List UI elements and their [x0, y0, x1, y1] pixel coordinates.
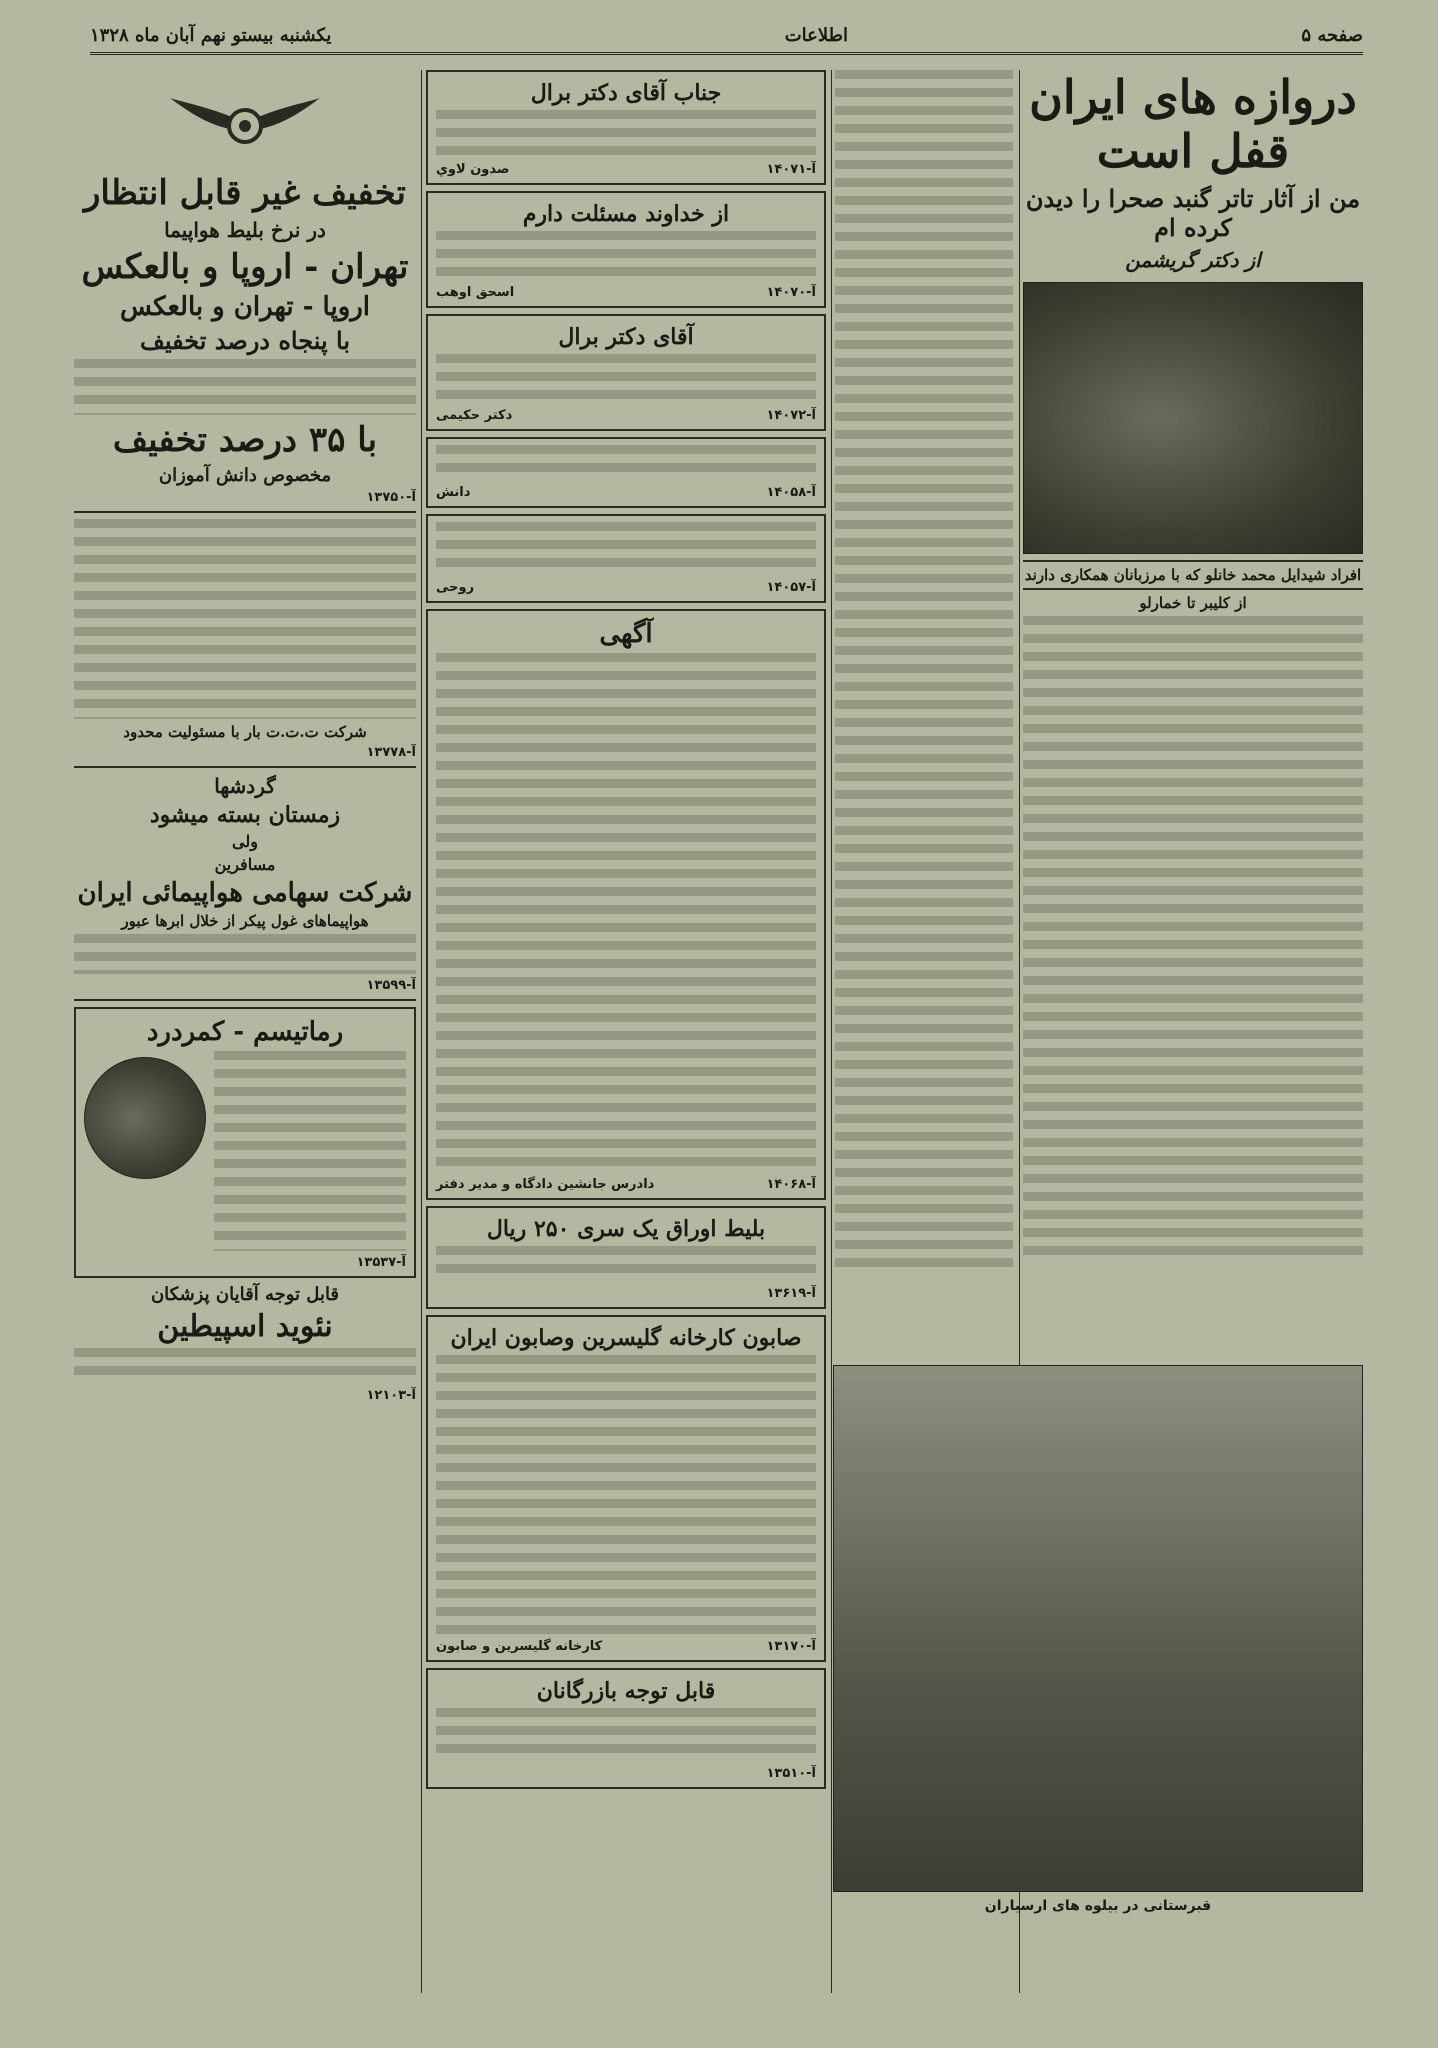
notice-congrats-2-text: [436, 231, 816, 281]
article-body-text: [1023, 616, 1363, 1256]
notice-code: آ-۱۴۰۷۰: [766, 285, 816, 300]
divider: [74, 766, 416, 768]
notice-code: آ-۱۳۵۹۹: [366, 978, 416, 993]
notice-signature: دکتر حکیمی: [436, 408, 513, 423]
notice-congrats-2-title: از خداوند مسئلت دارم: [522, 201, 730, 227]
merchants-notice-text: [436, 1708, 816, 1762]
soap-ad-title: صابون کارخانه گلیسرین وصابون ایران: [450, 1325, 802, 1351]
notice-signature: دانش: [436, 485, 471, 500]
notice-code: آ-۱۴۰۵۷: [766, 580, 816, 595]
discount-subline: در نرخ بلیط هواپیما: [164, 218, 326, 242]
aspirin-title: نئوید اسپیطین: [157, 1309, 333, 1344]
discount-35: با ۳۵ درصد تخفیف: [112, 420, 378, 460]
ads-column: [74, 70, 416, 1993]
aspirin-footer: [74, 1388, 416, 1403]
header-page-number: صفحه ۵: [1301, 24, 1363, 46]
column-rule: [421, 70, 422, 1993]
route-tehran: اروپا - تهران و بالعکس: [119, 292, 371, 322]
airline-name: شرکت سهامی هواپیمائی ایران: [77, 878, 413, 908]
discount-details: [74, 359, 416, 415]
court-notice-text: [436, 653, 816, 1173]
merchants-notice: [426, 1668, 826, 1789]
notice-signature: دادرس جانشین دادگاه و مدیر دفتر: [436, 1177, 655, 1192]
notice-signature: صدون لاوي: [436, 162, 510, 177]
notice-code: آ-۱۳۱۷۰: [766, 1639, 816, 1654]
lottery-ad-text: [436, 1246, 816, 1282]
travel-line-2: ولی: [232, 832, 258, 851]
rheumatism-title: رماتیسم - کمردرد: [146, 1017, 344, 1047]
notice-code: آ-۱۳۶۱۹: [766, 1286, 816, 1301]
rheumatism-text: [214, 1051, 406, 1251]
notice-congrats-5-text: [436, 522, 816, 576]
notice-code: آ-۱۳۷۵۰: [366, 490, 416, 505]
notice-congrats-5-footer: [436, 580, 816, 595]
rheumatism-footer: [84, 1255, 406, 1270]
travel-line-3: مسافرین: [214, 855, 276, 874]
header-paper-name: اطلاعات: [784, 24, 848, 46]
notice-code: آ-۱۴۰۷۱: [766, 162, 816, 177]
court-notice: [426, 609, 826, 1200]
notice-signature: کارخانه گلیسرین و صابون: [436, 1639, 603, 1654]
tbt-footer: [74, 745, 416, 760]
tbt-signature: شرکت ت.ت.ت بار با مسئولیت محدود: [123, 723, 367, 741]
court-notice-footer: [436, 1177, 816, 1192]
notice-code: آ-۱۴۰۶۸: [766, 1177, 816, 1192]
landscape-figure: [833, 1365, 1363, 1930]
notice-code: آ-۱۳۵۱۰: [766, 1766, 816, 1781]
rheumatism-seal: [84, 1057, 206, 1179]
notice-congrats-2-footer: [436, 285, 816, 300]
route-europe: تهران - اروپا و بالعکس: [81, 247, 409, 287]
airline-logo: [165, 78, 325, 168]
travel-line-1: زمستان بسته میشود: [149, 802, 341, 828]
discount-students: مخصوص دانش آموزان: [158, 465, 332, 486]
landscape-caption: قبرستانی در بیلوه های ارسیاران: [984, 1898, 1212, 1914]
doctors-notice: قابل توجه آقایان پزشکان: [150, 1284, 340, 1305]
travel-heading: گردشها: [214, 774, 276, 798]
lottery-ad-footer: [436, 1286, 816, 1301]
notice-congrats-1: [426, 70, 826, 185]
divider: [74, 999, 416, 1001]
continuation-body-text: [835, 70, 1013, 1270]
soap-ad-text: [436, 1355, 816, 1635]
notice-congrats-1-title: جناب آقای دکتر برال: [530, 80, 722, 106]
notice-code: آ-۱۴۰۵۸: [766, 485, 816, 500]
merchants-notice-footer: [436, 1766, 816, 1781]
landscape-photo: [833, 1365, 1363, 1892]
notice-code: آ-۱۲۱۰۳: [366, 1388, 416, 1403]
discount-50: با پنجاه درصد تخفیف: [139, 326, 350, 355]
notices-column: [426, 70, 826, 1993]
article-title: دروازه های ایران قفل است: [1029, 70, 1357, 178]
notice-congrats-5: [426, 514, 826, 603]
rheumatism-body: [84, 1051, 406, 1251]
notice-congrats-4: [426, 437, 826, 508]
discount-headline: تخفیف غیر قابل انتظار: [83, 173, 407, 213]
lottery-ad: [426, 1206, 826, 1309]
notice-congrats-4-footer: [436, 485, 816, 500]
notice-congrats-1-footer: [436, 162, 816, 177]
article-byline: از دکتر گریشمن: [1125, 248, 1261, 272]
article-subtitle: من از آثار تاتر گنبد صحرا را دیدن کرده ام: [1025, 184, 1361, 242]
airline-footer: [74, 978, 416, 993]
merchants-notice-title: قابل توجه بازرگانان: [536, 1678, 716, 1704]
notice-congrats-3-footer: [436, 408, 816, 423]
aspirin-text: [74, 1348, 416, 1384]
article-subheading: افراد شيدايل محمد خانلو که با مرزبانان همکاری دارند: [1023, 560, 1363, 590]
airline-ad-text: [74, 934, 416, 974]
notice-congrats-3-title: آقای دکتر برال: [558, 324, 694, 350]
court-notice-title: آگهی: [599, 619, 653, 649]
page-header: [90, 18, 1363, 55]
tbt-notice-text: [74, 519, 416, 719]
notice-signature: روحی: [436, 580, 475, 595]
article-section-heading: از کلیبر تا خمارلو: [1139, 594, 1247, 612]
lottery-ad-title: بلیط اوراق یک سری ۲۵۰ ریال: [486, 1216, 766, 1242]
notice-code: آ-۱۳۵۳۷: [356, 1255, 406, 1270]
notice-congrats-3: [426, 314, 826, 431]
header-date: يكشنبه بيستو نهم آبان ماه ۱۳۲۸: [90, 24, 332, 46]
soap-ad-footer: [436, 1639, 816, 1654]
notice-congrats-1-text: [436, 110, 816, 158]
notice-congrats-4-text: [436, 445, 816, 481]
notice-code: آ-۱۴۰۷۲: [766, 408, 816, 423]
rheumatism-ad: [74, 1007, 416, 1278]
winged-logo-icon: [165, 78, 325, 168]
divider: [74, 511, 416, 513]
notice-code: آ-۱۳۷۷۸: [366, 745, 416, 760]
notice-congrats-3-text: [436, 354, 816, 404]
discount-footer: [74, 490, 416, 505]
column-rule: [831, 70, 832, 1993]
notice-congrats-2: [426, 191, 826, 308]
article-photo-horsemen: [1023, 282, 1363, 554]
airline-tagline: هواپیماهای غول پیکر از خلال ابرها عبور: [121, 912, 369, 930]
notice-signature: اسحق اوهب: [436, 285, 515, 300]
soap-ad: [426, 1315, 826, 1662]
